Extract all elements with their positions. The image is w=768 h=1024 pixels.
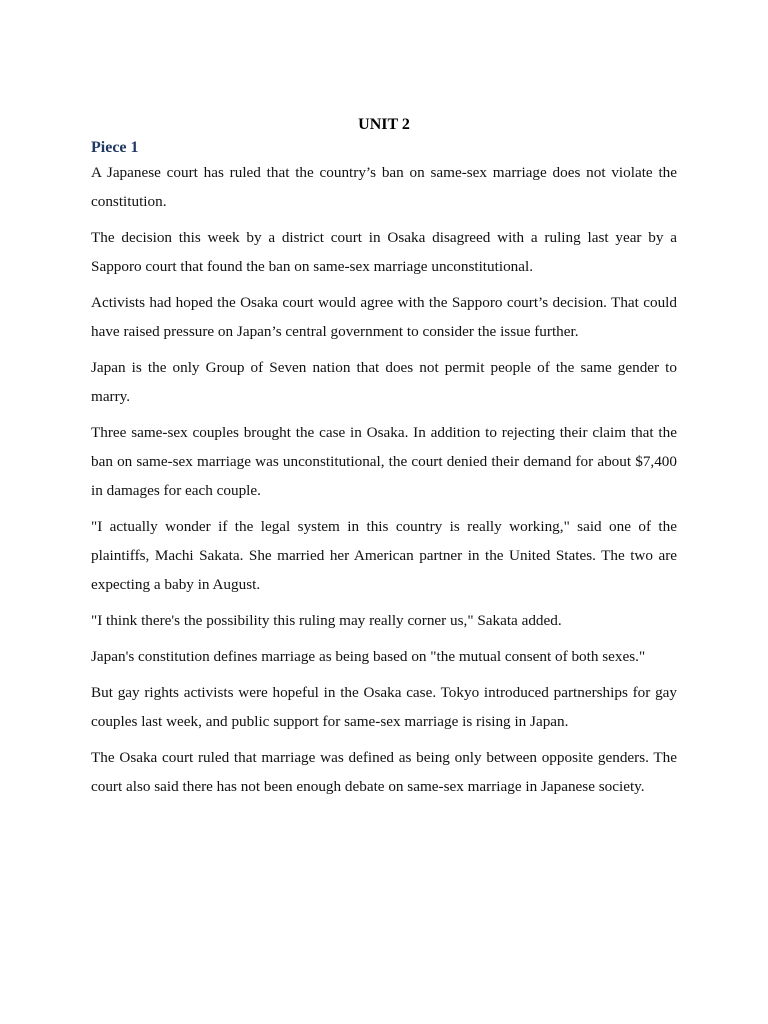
paragraph-9: But gay rights activists were hopeful in the Osaka case. Tokyo introduced partnerships for gay couples last week, and public support for same-sex marriage is rising in Japan. xyxy=(91,684,677,730)
paragraph-7: "I think there's the possibility this ruling may really corner us," Sakata added. xyxy=(91,612,562,629)
paragraph-5: Three same-sex couples brought the case in Osaka. In addition to rejecting their claim that the ban on same-sex marriage was unconstitutional, the court denied their demand for about $7,400 in damages for each couple. xyxy=(91,424,677,499)
document-page xyxy=(91,112,677,808)
paragraph-2: The decision this week by a district court in Osaka disagreed with a ruling last year by a Sapporo court that found the ban on same-sex marriage unconstitutional. xyxy=(91,229,677,275)
paragraph-1: A Japanese court has ruled that the country’s ban on same-sex marriage does not violate the constitution. xyxy=(91,164,677,210)
paragraph-3: Activists had hoped the Osaka court would agree with the Sapporo court’s decision. That could have raised pressure on Japan’s central government to consider the issue further. xyxy=(91,294,677,340)
piece-heading: Piece 1 xyxy=(91,139,139,156)
paragraph-8: Japan's constitution defines marriage as being based on "the mutual consent of both sexes." xyxy=(91,648,646,665)
paragraph-6: "I actually wonder if the legal system in this country is really working," said one of the plaintiffs, Machi Sakata. She married her American partner in the United States. The two are expecting a baby in August. xyxy=(91,518,677,593)
paragraph-4: Japan is the only Group of Seven nation that does not permit people of the same gender to marry. xyxy=(91,359,677,405)
unit-title: UNIT 2 xyxy=(358,116,410,133)
paragraph-10: The Osaka court ruled that marriage was defined as being only between opposite genders. The court also said there has not been enough debate on same-sex marriage in Japanese society. xyxy=(91,749,677,795)
